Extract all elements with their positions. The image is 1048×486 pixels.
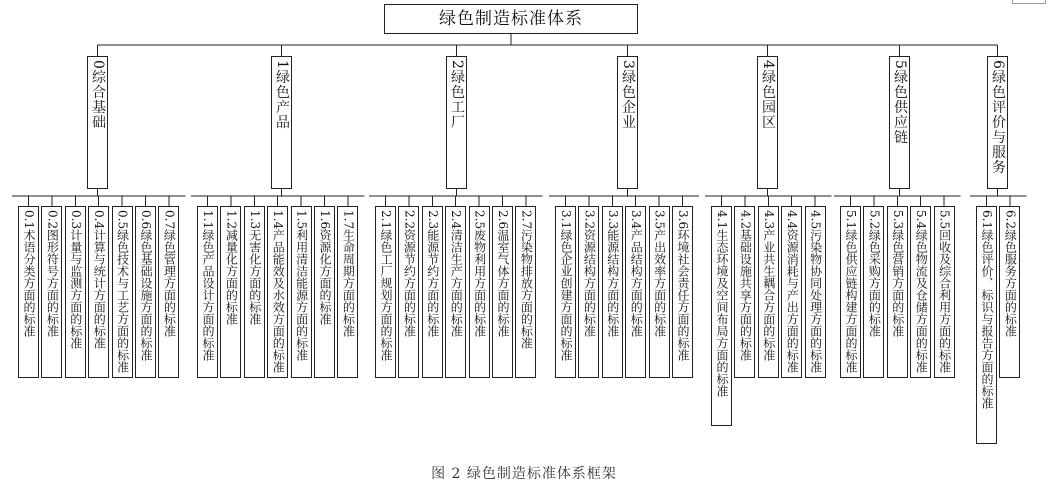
leaf-node: 2.7污染物排放方面的标准 [515, 206, 536, 378]
corner-mark [1012, 0, 1046, 4]
leaf-node: 1.3无害化方面的标准 [244, 206, 265, 378]
leaf-node: 3.1绿色企业创建方面的标准 [555, 206, 576, 378]
leaf-node: 1.1绿色产品设计方面的标准 [197, 206, 218, 378]
leaf-node: 3.6环境社会责任方面的标准 [672, 206, 693, 378]
leaf-node: 1.2减量化方面的标准 [220, 206, 241, 378]
leaf-node: 1.6资源化方面的标准 [314, 206, 335, 378]
category-node: 0综合基础 [87, 56, 108, 189]
leaf-node: 0.3计量与监测方面的标准 [65, 206, 86, 378]
leaf-node: 2.1绿色工厂规划方面的标准 [375, 206, 396, 378]
leaf-node: 1.7生命周期方面的标准 [337, 206, 358, 378]
leaf-node: 2.6温室气体方面的标准 [492, 206, 513, 378]
leaf-node: 1.5利用清洁能源方面的标准 [291, 206, 312, 378]
category-node: 1绿色产品 [271, 56, 292, 189]
leaf-node: 4.5污染物协同处理方面的标准 [805, 206, 826, 378]
category-node: 4绿色园区 [757, 56, 778, 189]
leaf-node: 4.4资源消耗与产出方面的标准 [781, 206, 802, 378]
leaf-node: 4.2基础设施共享方面的标准 [734, 206, 755, 378]
leaf-node: 2.5废物利用方面的标准 [469, 206, 490, 378]
leaf-node: 4.1生态环境及空间布局方面的标准 [711, 206, 732, 426]
leaf-node: 5.3绿色营销方面的标准 [887, 206, 908, 378]
category-node: 6绿色评价与服务 [987, 56, 1008, 189]
leaf-node: 6.1绿色评价、标识与报告方面的标准 [976, 206, 997, 444]
leaf-node: 0.2图形符号方面的标准 [41, 206, 62, 378]
leaf-node: 5.4绿色物流及仓储方面的标准 [910, 206, 931, 378]
leaf-node: 3.4产品结构方面的标准 [625, 206, 646, 378]
leaf-node: 0.4计算与统计方面的标准 [88, 206, 109, 378]
leaf-node: 2.4清洁生产方面的标准 [445, 206, 466, 378]
leaf-node: 0.1术语分类方面的标准 [18, 206, 39, 378]
category-node: 5绿色供应链 [889, 56, 910, 189]
leaf-node: 3.5产出效率方面的标准 [649, 206, 670, 378]
category-node: 2绿色工厂 [446, 56, 467, 189]
leaf-node: 0.5绿色技术与工艺方面的标准 [112, 206, 133, 378]
leaf-node: 3.3能源结构方面的标准 [602, 206, 623, 378]
leaf-node: 2.3能源节约方面的标准 [422, 206, 443, 378]
leaf-node: 5.1绿色供应链构建方面的标准 [840, 206, 861, 378]
leaf-node: 0.6绿色基础设施方面的标准 [135, 206, 156, 378]
category-node: 3绿色企业 [617, 56, 638, 189]
leaf-node: 6.2绿色服务方面的标准 [999, 206, 1020, 378]
leaf-node: 0.7绿色管理方面的标准 [158, 206, 179, 378]
leaf-node: 2.2资源节约方面的标准 [398, 206, 419, 378]
root-node: 绿色制造标准体系 [384, 4, 638, 34]
leaf-node: 4.3产业共生耦合方面的标准 [758, 206, 779, 378]
leaf-node: 5.5回收及综合利用方面的标准 [934, 206, 955, 378]
leaf-node: 5.2绿色采购方面的标准 [863, 206, 884, 378]
leaf-node: 1.4产品能效及水效方面的标准 [267, 206, 288, 378]
leaf-node: 3.2资源结构方面的标准 [578, 206, 599, 378]
figure-caption: 图 2 绿色制造标准体系框架 [431, 466, 617, 482]
